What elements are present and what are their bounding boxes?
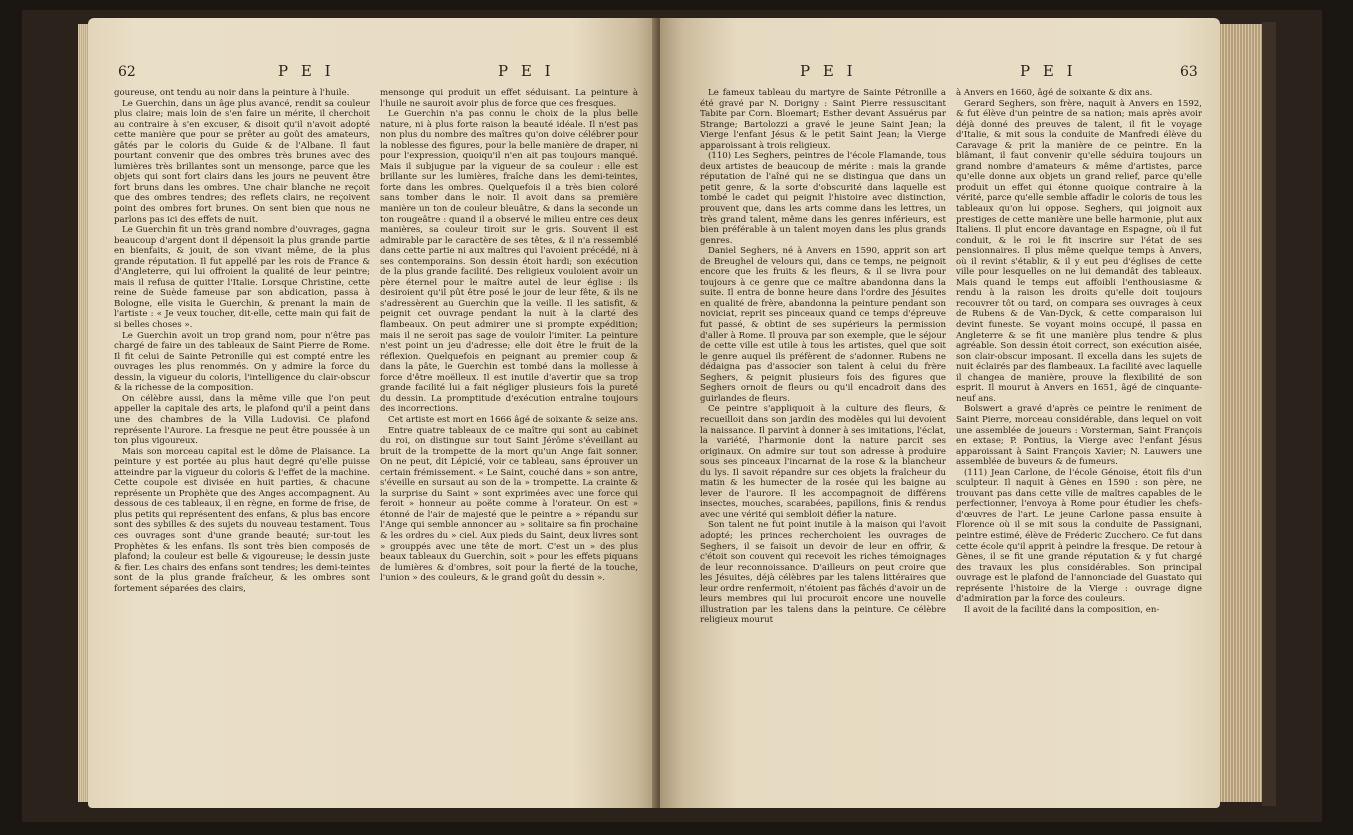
left-running-head: P E I: [278, 62, 335, 80]
paragraph: Entre quatre tableaux de ce maître qui sont au cabinet du roi, on distingue sur tout Saint Jérôme s'éveillant au bruit de la trompette de la mort qu'un Ange fait sonner. On ne peut, dit Lépicié, voir ce tableau, sans éprouver un certain frémissement. « Le Saint, couché dans » son antre, s'éveille en sursaut au son de la » trompette. La crainte & la surprise du Saint » sont exprimées avec une force qui feroit » honneur au poëte comme à l'orateur. On est » étonné de l'air de majesté que le peintre a » répandu sur l'Ange qui semble annoncer au » solitaire sa fin prochaine & les ordres du » ciel. Aux pieds du Saint, deux livres sont » grouppés avec une tête de mort. C'est un » des plus beaux tableaux du Guerchin, soit » pour les effets piquans de lumières & d'ombres, soit pour la fierté de la touche, l'union » des couleurs, & le grand goût du dessin ».: [380, 425, 638, 584]
paragraph: (111) Jean Carlone, de l'école Génoise, étoit fils d'un sculpteur. Il naquit à Gènes en 1590 : son père, ne trouvant pas dans cette ville de maîtres capables de le perfectionner, l'envoya à Rome pour étudier les chefs-d'œuvres de l'art. Le jeune Carlone passa ensuite à Florence où il se mit sous la conduite de Passignani, peintre estimé, élève de Fréderic Zucchero. Ce fut dans cette école qu'il apprit à peindre la fresque. De retour à Gènes, il se fit une grande réputation & y fut chargé des travaux les plus considérables. Son principal ouvrage est le plafond de l'annonciade del Guastato qui représente l'histoire de la Vierge : ouvrage digne d'admiration par la force des couleurs.: [956, 467, 1202, 605]
paragraph: Le Guerchin, dans un âge plus avancé, rendit sa couleur plus claire; mais loin de s'en faire un mérite, il cherchoit au contraire à s'en excuser, & disoit qu'il n'avoit adopté cette manière que pour se prêter au goût des amateurs, gâtés par le coloris du Guide & de l'Albane. Il faut pourtant convenir que des ombres très brunes avec des lumières très brillantes sont un mensonge, parce que les objets qui sont fort clairs dans les jours ne peuvent être fort bruns dans les ombres. Une chair blanche ne reçoit que des ombres tendres; des reflets clairs, ne reçoivent point des ombres fort brunes. On sent bien que nous ne parlons pas ici des effets de nuit.: [114, 98, 370, 225]
paragraph: (110) Les Seghers, peintres de l'école Flamande, tous deux artistes de beaucoup de mérite : mais la grande réputation de l'aîné qui ne se distingua que dans un petit genre, & la sorte d'obscurité dans laquelle est tombé le cadet qui peignit l'histoire avec distinction, prouvent que, dans les arts comme dans les lettres, un très grand talent, même dans les genres inférieurs, est bien préférable à un talent moyen dans les plus grands genres.: [700, 151, 946, 246]
paragraph: Le Guerchin fit un très grand nombre d'ouvrages, gagna beaucoup d'argent dont il dépensoit la plus grande partie en bienfaits, & jouit, de son vivant même, de la plus grande réputation. Il fut appellé par les rois de France & d'Angleterre, qui lui offroient la qualité de leur peintre; mais il refusa de quitter l'Italie. Lorsque Christine, cette reine de Suède fameuse par son abdication, passa à Bologne, elle visita le Guerchin, & prenant la main de l'artiste : « Je veux toucher, dit-elle, cette main qui fait de si belles choses ».: [114, 225, 370, 331]
paragraph: Gerard Seghers, son frère, naquit à Anvers en 1592, & fut élève d'un peintre de sa nation; mais après avoir déjà donné des preuves de talent, il fit le voyage d'Italie, & mit sous la conduite de Manfredi élève du Caravage & prit la manière de ce peintre. En la blâmant, il faut convenir qu'elle séduira toujours un grand nombre d'amateurs & même d'artistes, parce qu'elle donne aux objets un grand relief, parce qu'elle produit un effet qui étonne quoique contraire à la vérité, parce qu'elle semble affadir le coloris de tous les tableaux qu'on lui oppose. Seghers, qui joignoit aux prestiges de cette manière une belle harmonie, plut aux Italiens. Il plut encore davantage en Espagne, où il fut conduit, & le roi le fit inscrire sur l'état de ses pensionnaires. Il plus même quelque temps à Anvers, où il revint s'établir, & il y eut peu d'églises de cette ville pour lesquelles on ne lui demandât des tableaux. Mais quand le temps eut affoibli l'enthousiasme & rendu à la raison les droits qu'elle doit toujours recouvrer tôt ou tard, on compara ses ouvrages à ceux de Rubens & de Van-Dyck, & cette comparaison lui devint funeste. Se voyant moins occupé, il passa en Angleterre & se fit une manière plus tendre & plus agréable. Son dessin étoit correct, son exécution aisée, son clair-obscur imposant. Il excella dans les sujets de nuit éclairés par des flambeaux. La facilité avec laquelle il changea de manière, prouve la flexibilité de son esprit. Il mourut à Anvers en 1651, âgé de cinquante-neuf ans.: [956, 98, 1202, 404]
paragraph: Le fameux tableau du martyre de Sainte Pétronille a été gravé par N. Dorigny : Saint Pierre ressuscitant Tabite par Corn. Bloemart; Esther devant Assuérus par Strange; Bartolozzi a gravé le jeune Saint Jean; la Vierge l'enfant Jésus & le petit Saint Jean; la Vierge apparoissant à trois religieux.: [700, 88, 946, 151]
paragraph: Bolswert a gravé d'après ce peintre le reniment de Saint Pierre, morceau considérable, dans lequel on voit une assemblée de joueurs : Vorsterman, Saint François en extase; P. Pontius, la Vierge avec l'enfant Jésus apparoissant à Saint François Xavier; N. Lauwers une assemblée de buveurs & de fumeurs.: [956, 404, 1202, 468]
left-page-number: 62: [118, 64, 136, 80]
paragraph: Ce peintre s'appliquoit à la culture des fleurs, & recueilloit dans son jardin des modèles qui lui devoient la naissance. Il parvint à donner à ses imitations, l'éclat, la variété, l'harmonie dont la nature parcit ses originaux. On admire sur tout son adresse à produire sous ses pinceaux l'incarnat de la rose & la blancheur du lys. Il savoit répandre sur ces objets la fraîcheur du matin & les humecter de la rosée qui les baigne au lever de l'aurore. Il les accompagnoit de différens insectes, mouches, scarabées, papillons, finis & rendus avec une vérité qui sembloit défier la nature.: [700, 404, 946, 520]
left-page: [88, 18, 658, 808]
paragraph: On célèbre aussi, dans la même ville que l'on peut appeller la capitale des arts, le plafond qu'il a peint dans une des chambres de la Villa Ludovisi. Ce plafond représente l'Aurore. La fresque ne peut être poussée à un ton plus vigoureux.: [114, 393, 370, 447]
paragraph: mensonge qui produit un effet séduisant. La peinture à l'huile ne sauroit avoir plus de force que ces fresques.: [380, 88, 638, 109]
right-page-header: [660, 62, 1220, 86]
right-running-head-col2: P E I: [1020, 62, 1077, 80]
paragraph: Son talent ne fut point inutile à la maison qui l'avoit adopté; les princes recherchoient les ouvrages de Seghers, il se faisoit un devoir de leur en offrir, & c'étoit son couvent qui recevoit les riches témoignages de leur reconnoissance. D'ailleurs on peut croire que les Jésuites, déjà célèbres par les talens littéraires que leur ordre renfermoit, n'étoient pas fâchés d'avoir un de leurs membres qui lui procuroit encore une nouvelle illustration par les talens dans la peinture. Ce célèbre religieux mourut: [700, 520, 946, 626]
paragraph: Cet artiste est mort en 1666 âgé de soixante & seize ans.: [388, 414, 638, 425]
right-page-number: 63: [1180, 64, 1198, 80]
paragraph: Le Guerchin n'a pas connu le choix de la plus belle nature, ni à plus forte raison la beauté idéale. Il n'est pas non plus du nombre des maîtres qu'on doive célébrer pour la noblesse des figures, pour la belle manière de draper, ni pour l'expression, quoiqu'il n'en ait pas toujours manqué. Mais il subjugue par la vigueur de sa couleur : elle est brillante sur les lumières, fraîche dans les demi-teintes, forte dans les ombres. Quelquefois il a très bien coloré sans tomber dans le noir. Il avoit dans sa première manière un ton de couleur bleuâtre, & dans la seconde un ton rougeâtre : quand il a observé le milieu entre ces deux manières, sa couleur tiroit sur le gris. Souvent il est admirable par le caractère de ses têtes, & il n'a ressemblé dans cette partie ni aux maîtres qui l'avoient précédé, ni à ses contemporains. Son dessin étoit hardi; son exécution de la plus grande facilité. Des religieux vouloient avoir un père éternel pour le maître autel de leur église : ils desiroient qu'il pût être posé le jour de leur fête, & ils ne s'adressèrent au Guerchin que la veille. Il les satisfit, & peignit cet ouvrage pendant la nuit à la clarté des flambeaux. On peut admirer une si prompte expédition; mais il ne seroit pas sage de vouloir l'imiter. La peinture n'est point un jeu d'adresse; elle doit être le fruit de la réflexion. Quelquefois en peignant au premier coup & dans la pâte, le Guerchin est tombé dans la mollesse à force d'être moëlleux. Il est inutile d'avertir que sa trop grande facilité lui a fait négliger plusieurs fois la pureté du dessin. La promptitude d'exécution entraîne toujours des incorrections.: [380, 109, 638, 415]
paragraph: à Anvers en 1660, âgé de soixante & dix ans.: [956, 88, 1153, 98]
right-page-column-1: [700, 88, 946, 802]
right-running-head: P E I: [800, 62, 857, 80]
paragraph: Le Guerchin avoit un trop grand nom, pour n'être pas chargé de faire un des tableaux de Saint Pierre de Rome. Il fit celui de Sainte Petronille qui est compté entre les ouvrages les plus renommés. On y admire la force du dessin, la vigueur du coloris, l'intelligence du clair-obscur & la richesse de la composition.: [114, 330, 370, 394]
paragraph: Mais son morceau capital est le dôme de Plaisance. La peinture y est portée au plus haut degré qu'elle puisse atteindre par la vigueur du coloris & l'effet de la machine. Cette coupole est divisée en huit parties, & chacune représente un Prophète que des Anges accompagnent. Au dessous de ces tableaux, il en règne, en forme de frise, de plus petits qui représentent des enfans, & plus bas encore sont des sybilles & des sujets du nouveau testament. Tous ces ouvrages sont d'une grande beauté; sur-tout les Prophètes & les enfans. Ils sont très bien composés de plafond; la couleur est belle & vigoureuse; le dessin juste & fier. Les chairs des enfans sont tendres; les demi-teintes sont de la plus grande fraîcheur, & les ombres sont fortement séparées des clairs,: [114, 446, 370, 594]
left-page-header: [88, 62, 658, 86]
left-page-column-1: [114, 88, 370, 802]
left-page-column-2: [380, 88, 638, 802]
right-page: [660, 18, 1220, 808]
right-page-column-2: [956, 88, 1202, 802]
left-running-head-col2: P E I: [498, 62, 555, 80]
paragraph: goureuse, ont tendu au noir dans la peinture à l'huile.: [114, 88, 350, 98]
book-cover-edge: [1262, 22, 1276, 806]
paragraph: Daniel Seghers, né à Anvers en 1590, apprit son art de Breughel de velours qui, dans ce temps, ne peignoit encore que les fruits & les fleurs, & il se livra pour toujours à ce genre que ce maître abandonna dans la suite. Il entra de bonne heure dans l'ordre des Jésuites en qualité de frère, abandonna la peinture pendant son noviciat, reprit ses pinceaux quand ce temps d'épreuve fut passé, & obtint de ses supérieurs la permission d'aller à Rome. Il prouva par son exemple, que le séjour de cette ville est utile à tous les artistes, quel que soit le genre auquel ils préfèrent de s'adonner. Rubens ne dédaigna pas d'associer son talent à celui du frère Seghers, & peignit plusieurs fois des figures que Seghers ornoit de fleurs ou qu'il encadroit dans des guirlandes de fleurs.: [700, 246, 946, 404]
right-page-edges: [1218, 24, 1264, 802]
paragraph: Il avoit de la facilité dans la composition, en-: [964, 604, 1160, 615]
